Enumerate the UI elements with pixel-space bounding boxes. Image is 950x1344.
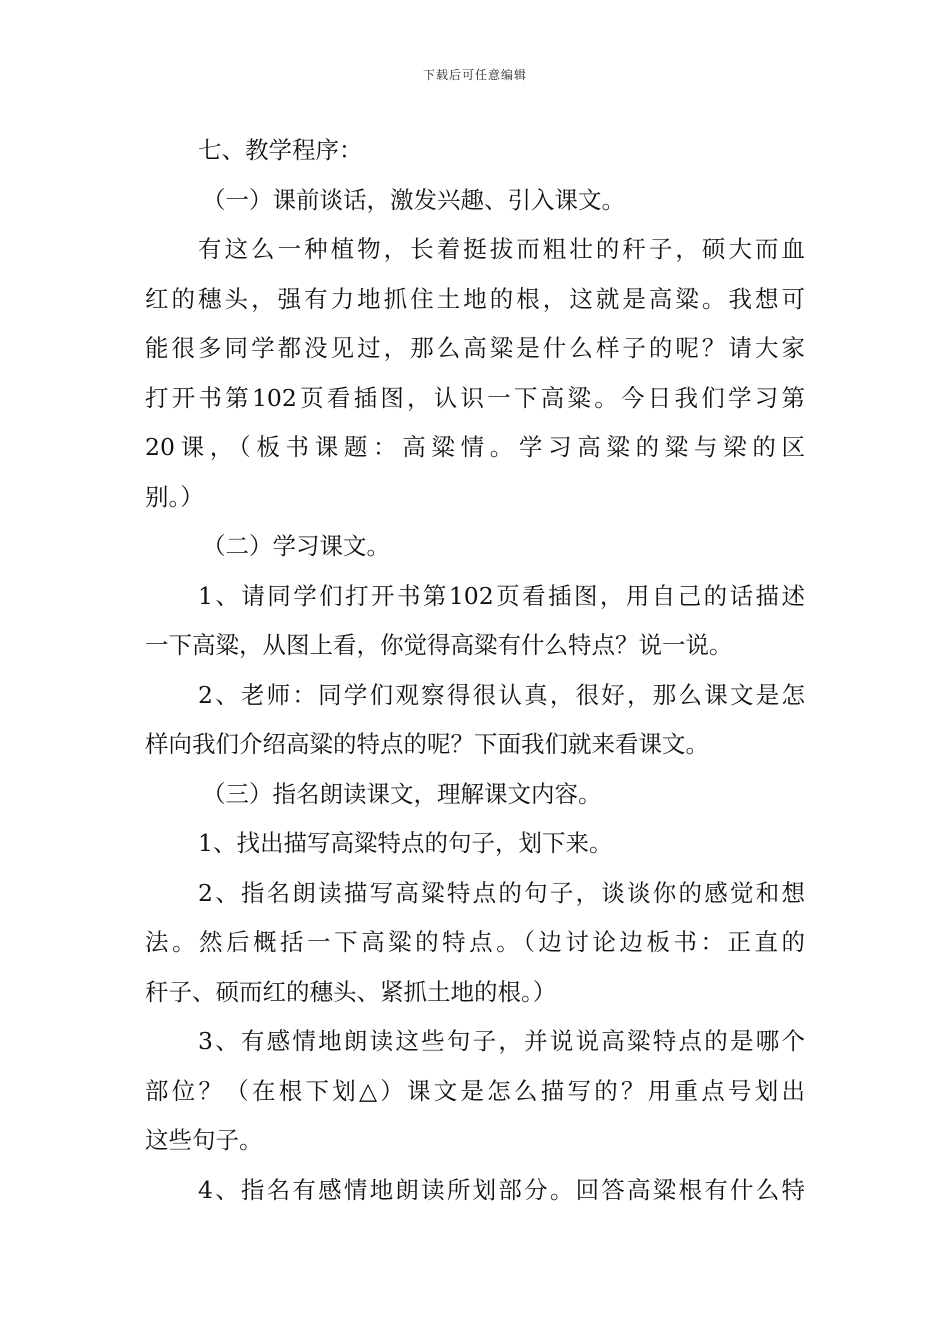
page-header-note: 下载后可任意编辑 xyxy=(422,68,527,82)
subsection-heading: （一）课前谈话，激发兴趣、引入课文。 xyxy=(202,185,625,214)
paragraph-line: 法。然后概括一下高粱的特点。（边讨论边板书：正直的 xyxy=(145,928,805,956)
section-heading: 七、教学程序： xyxy=(198,136,363,164)
paragraph-line: 2、老师：同学们观察得很认真，很好，那么课文是怎 xyxy=(198,680,805,709)
paragraph-line: 秆子、硕而红的穗头、紧抓土地的根。） xyxy=(145,977,557,1006)
paragraph-line: 20课，（板书课题：高粱情。学习高粱的粱与梁的区 xyxy=(145,433,805,461)
paragraph-line: 打开书第102页看插图，认识一下高粱。今日我们学习第 xyxy=(145,383,805,412)
paragraph-line: 这些句子。 xyxy=(145,1126,263,1154)
document-body xyxy=(145,126,805,1215)
subsection-heading: （三）指名朗读课文，理解课文内容。 xyxy=(202,779,602,808)
paragraph-line: 能很多同学都没见过，那么高粱是什么样子的呢？请大家 xyxy=(145,334,805,362)
paragraph-line: 1、请同学们打开书第102页看插图，用自己的话描述 xyxy=(198,581,805,610)
paragraph-line: 1、找出描写高粱特点的句子，划下来。 xyxy=(198,829,613,857)
paragraph-line: 一下高粱，从图上看，你觉得高粱有什么特点？说一说。 xyxy=(145,631,733,659)
paragraph-line: 4、指名有感情地朗读所划部分。回答高粱根有什么特 xyxy=(198,1175,805,1204)
paragraph-line: 有这么一种植物，长着挺拔而粗壮的秆子，硕大而血 xyxy=(198,235,805,263)
paragraph-line: 样向我们介绍高粱的特点的呢？下面我们就来看课文。 xyxy=(145,730,709,758)
paragraph-line: 2、指名朗读描写高粱特点的句子，谈谈你的感觉和想 xyxy=(198,878,805,907)
paragraph-line: 红的穗头，强有力地抓住土地的根，这就是高粱。我想可 xyxy=(145,284,805,313)
paragraph-line: 3、有感情地朗读这些句子，并说说高粱特点的是哪个 xyxy=(198,1027,805,1055)
subsection-heading: （二）学习课文。 xyxy=(202,532,390,560)
paragraph-line: 部位？（在根下划△）课文是怎么描写的？用重点号划出 xyxy=(145,1076,805,1105)
paragraph-line: 别。） xyxy=(145,482,204,511)
